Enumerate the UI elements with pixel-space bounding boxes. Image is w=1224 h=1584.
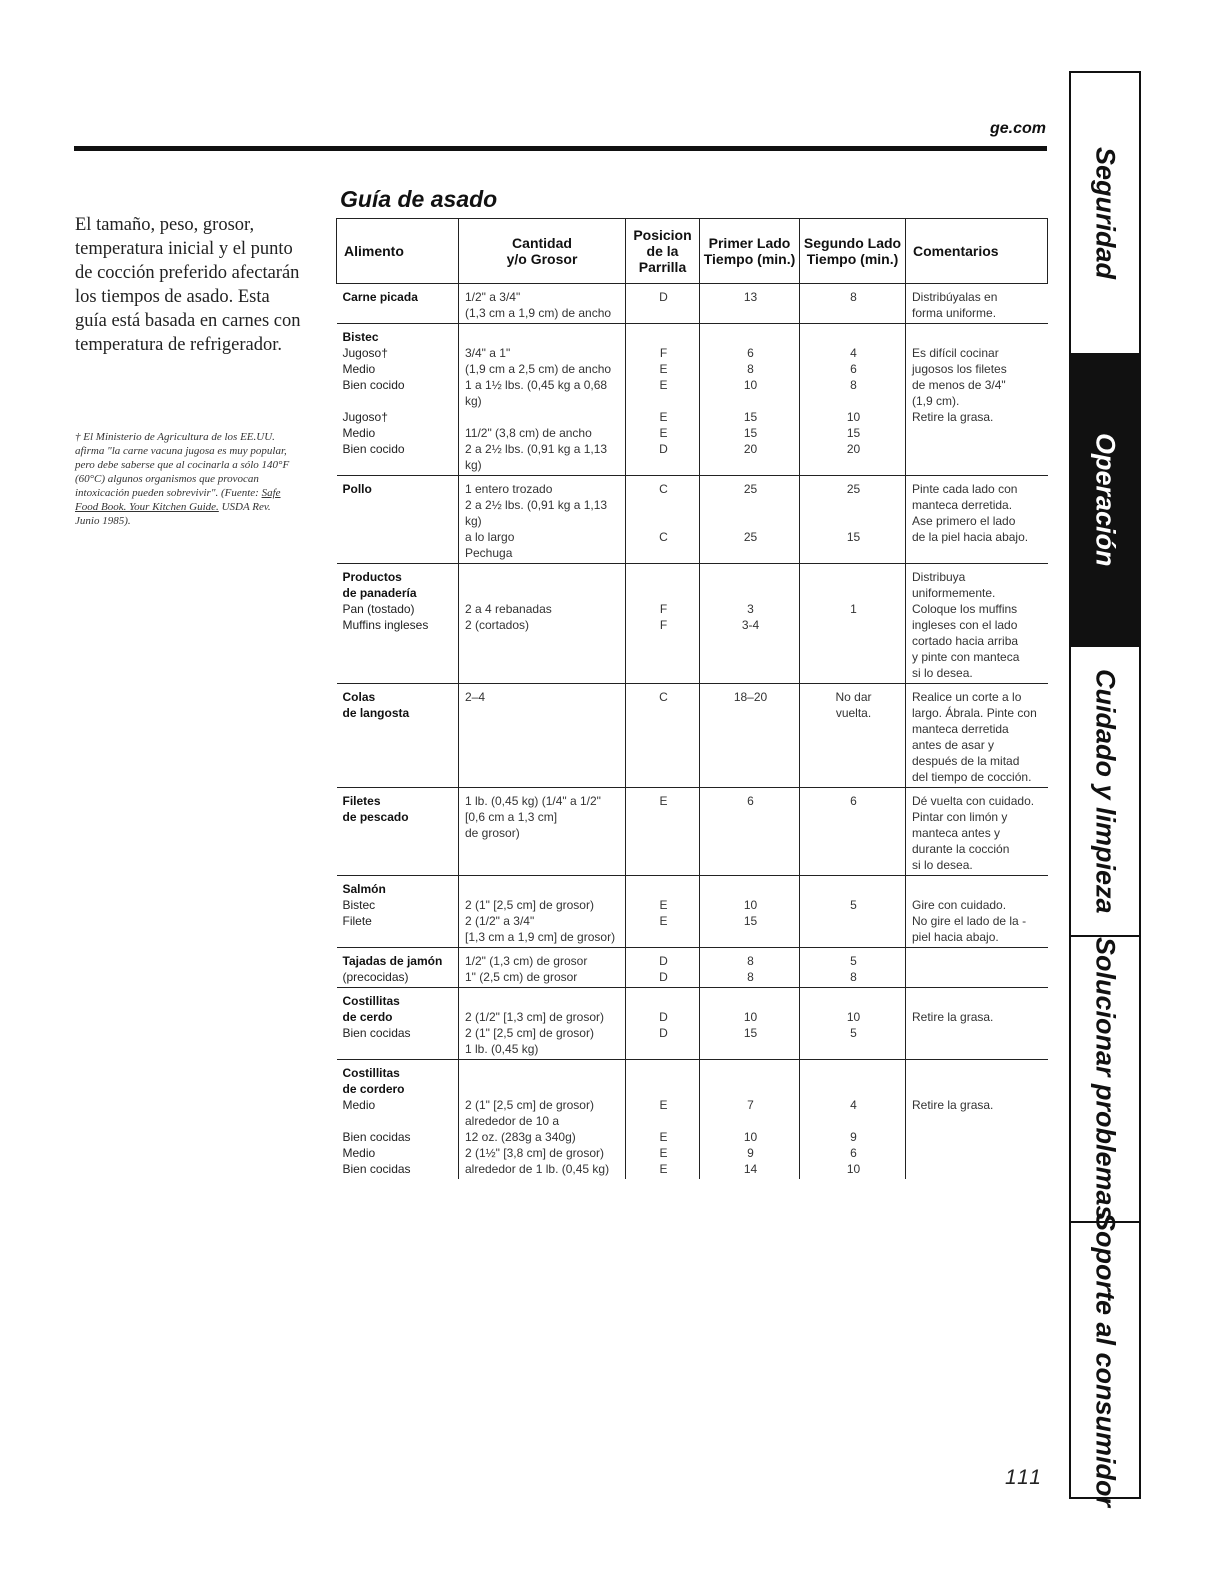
cell-food [337,1060,459,1180]
cell-rack-position: D D [626,948,700,988]
cell-food [337,788,459,876]
cell-second-side-time: 6 [800,788,906,876]
cell-comments: Realice un corte a lo largo. Ábrala. Pinte con manteca derretida antes de asar y después de la mitad del tiempo de cocción. [906,684,1048,788]
cell-first-side-time: 10 15 [700,876,800,948]
food-variant: Bistec Filete [342,898,376,928]
table-row [337,684,1048,788]
cell-rack-position: C C [626,476,700,564]
tab-seguridad[interactable] [1071,73,1139,355]
cell-rack-position: E [626,788,700,876]
cell-food [337,324,459,476]
cell-quantity: 1/2" a 3/4" (1,3 cm a 1,9 cm) de ancho [459,284,626,324]
cell-food [337,564,459,684]
broil-guide-table [336,218,1047,1179]
header-rule [74,146,1047,151]
food-name: Filetes de pescado [342,794,409,824]
cell-quantity: 1 entero trozado 2 a 2½ lbs. (0,91 kg a 1,13 kg) a lo largo Pechuga [459,476,626,564]
table-row [337,476,1048,564]
footnote-text: † El Ministerio de Agricultura de los EE.UU. afirma "la carne vacuna jugosa es muy popular, pero debe saberse que al cocinarla a sólo 140°F (60°C) algunos organismos que provocan intoxicación pueden sobrevivir". (Fuente: [75,431,290,499]
cell-comments: Distribúyalas en forma uniforme. [906,284,1048,324]
food-variant: (precocidas) [342,970,409,984]
header-food: Alimento [337,219,459,284]
header-second-side: Segundo Lado Tiempo (min.) [800,219,906,284]
tab-label: Soporte al consumidor [1090,1212,1121,1508]
cell-food [337,948,459,988]
cell-food [337,284,459,324]
cell-first-side-time: 25 25 [700,476,800,564]
table-row [337,324,1048,476]
food-name: Pollo [342,482,372,496]
cell-second-side-time: 4 9 6 10 [800,1060,906,1180]
cell-food [337,476,459,564]
cell-food [337,684,459,788]
cell-rack-position: C [626,684,700,788]
cell-comments: Dé vuelta con cuidado. Pintar con limón y manteca antes y durante la cocción si lo desea. [906,788,1048,876]
cell-rack-position: F E E E E D [626,324,700,476]
cell-second-side-time: 5 8 [800,948,906,988]
table-row [337,988,1048,1060]
cell-first-side-time: 13 [700,284,800,324]
tab-cuidado-y-limpieza[interactable] [1071,647,1139,937]
cell-rack-position: E E E E [626,1060,700,1180]
cell-second-side-time: 4 6 8 10 15 20 [800,324,906,476]
food-variant: Medio Bien cocidas Medio Bien cocidas [342,1098,411,1176]
food-name: Productos de panadería [342,570,417,600]
cell-quantity: 2 (1" [2,5 cm] de grosor) alrededor de 10 a 12 oz. (283g a 340g) 2 (1½" [3,8 cm] de grosor) alrededor de 1 lb. (0,45 kg) [459,1060,626,1180]
food-name: Costillitas de cordero [342,1066,405,1096]
cell-quantity: 2–4 [459,684,626,788]
page-title: Guía de asado [340,186,498,212]
food-name: Bistec [342,330,379,344]
table-row [337,284,1048,324]
cell-comments: Retire la grasa. [906,988,1048,1060]
tab-solucionar-problemas[interactable] [1071,937,1139,1223]
tab-operacion[interactable] [1071,355,1139,647]
cell-rack-position: E E [626,876,700,948]
cell-quantity: 2 (1" [2,5 cm] de grosor) 2 (1/2" a 3/4" [1,3 cm a 1,9 cm] de grosor) [459,876,626,948]
cell-rack-position: D [626,284,700,324]
cell-comments: Es difícil cocinar jugosos los filetes de menos de 3/4" (1,9 cm). Retire la grasa. [906,324,1048,476]
footnote-suffix: USDA Rev. Junio 1985). [75,501,271,527]
table-row [337,876,1048,948]
cell-food [337,876,459,948]
cell-second-side-time: 5 [800,876,906,948]
cell-quantity: 2 (1/2" [1,3 cm] de grosor) 2 (1" [2,5 cm] de grosor) 1 lb. (0,45 kg) [459,988,626,1060]
header-quantity: Cantidad y/o Grosor [459,219,626,284]
cell-second-side-time: 1 [800,564,906,684]
food-name: Colas de langosta [342,690,410,720]
food-name: Costillitas de cerdo [342,994,400,1024]
table-row [337,564,1048,684]
food-name: Carne picada [342,290,418,304]
cell-comments [906,948,1048,988]
cell-first-side-time: 6 8 10 15 15 20 [700,324,800,476]
table-header-row [337,219,1048,284]
food-variant: Jugoso† Medio Bien cocido Jugoso† Medio Bien cocido [342,346,405,456]
page-number: 111 [1005,1466,1043,1489]
cell-rack-position: F F [626,564,700,684]
site-url: ge.com [989,120,1046,137]
food-variant: Bien cocidas [342,1026,411,1040]
intro-text: El tamaño, peso, grosor, temperatura inicial y el punto de cocción preferido afectarán los tiempos de asado. Esta guía está basada en carnes con temperatura de refrigerador. [75,215,301,355]
cell-rack-position: D D [626,988,700,1060]
table-row [337,1060,1048,1180]
tab-label: Seguridad [1090,146,1121,280]
cell-first-side-time: 6 [700,788,800,876]
cell-first-side-time: 3 3-4 [700,564,800,684]
cell-comments: Retire la grasa. [906,1060,1048,1180]
table-row [337,948,1048,988]
tab-label: Solucionar problemas [1090,937,1121,1221]
food-name: Salmón [342,882,386,896]
tab-label: Cuidado y limpieza [1090,668,1121,914]
cell-quantity: 2 a 4 rebanadas 2 (cortados) [459,564,626,684]
cell-quantity: 1 lb. (0,45 kg) (1/4" a 1/2" [0,6 cm a 1,3 cm] de grosor) [459,788,626,876]
cell-comments: Gire con cuidado. No gire el lado de la - piel hacia abajo. [906,876,1048,948]
header-first-side: Primer Lado Tiempo (min.) [700,219,800,284]
footnote [75,430,290,528]
cell-comments: Distribuya uniformemente. Coloque los muffins ingleses con el lado cortado hacia arriba y pinte con manteca si lo desea. [906,564,1048,684]
cell-second-side-time: 25 15 [800,476,906,564]
header-rack-position: Posicion de la Parrilla [626,219,700,284]
cell-first-side-time: 7 10 9 14 [700,1060,800,1180]
tab-label: Operación [1090,433,1121,567]
header-comments: Comentarios [906,219,1048,284]
cell-second-side-time: 8 [800,284,906,324]
cell-comments: Pinte cada lado con manteca derretida. Ase primero el lado de la piel hacia abajo. [906,476,1048,564]
section-sidebar [1069,71,1141,1508]
cell-first-side-time: 10 15 [700,988,800,1060]
cell-quantity: 3/4" a 1" (1,9 cm a 2,5 cm) de ancho 1 a 1½ lbs. (0,45 kg a 0,68 kg) 11/2" (3,8 cm) de ancho 2 a 2½ lbs. (0,91 kg a 1,13 kg) [459,324,626,476]
cell-first-side-time: 8 8 [700,948,800,988]
table-row [337,788,1048,876]
food-variant: Pan (tostado) Muffins ingleses [342,602,429,632]
cell-second-side-time: 10 5 [800,988,906,1060]
food-name: Tajadas de jamón [342,954,443,968]
cell-first-side-time: 18–20 [700,684,800,788]
footnote-source: Safe Food Book. Your Kitchen Guide. [75,487,281,513]
cell-quantity: 1/2" (1,3 cm) de grosor 1" (2,5 cm) de grosor [459,948,626,988]
tab-soporte-al-consumidor[interactable] [1071,1212,1139,1508]
cell-food [337,988,459,1060]
cell-second-side-time: No dar vuelta. [800,684,906,788]
